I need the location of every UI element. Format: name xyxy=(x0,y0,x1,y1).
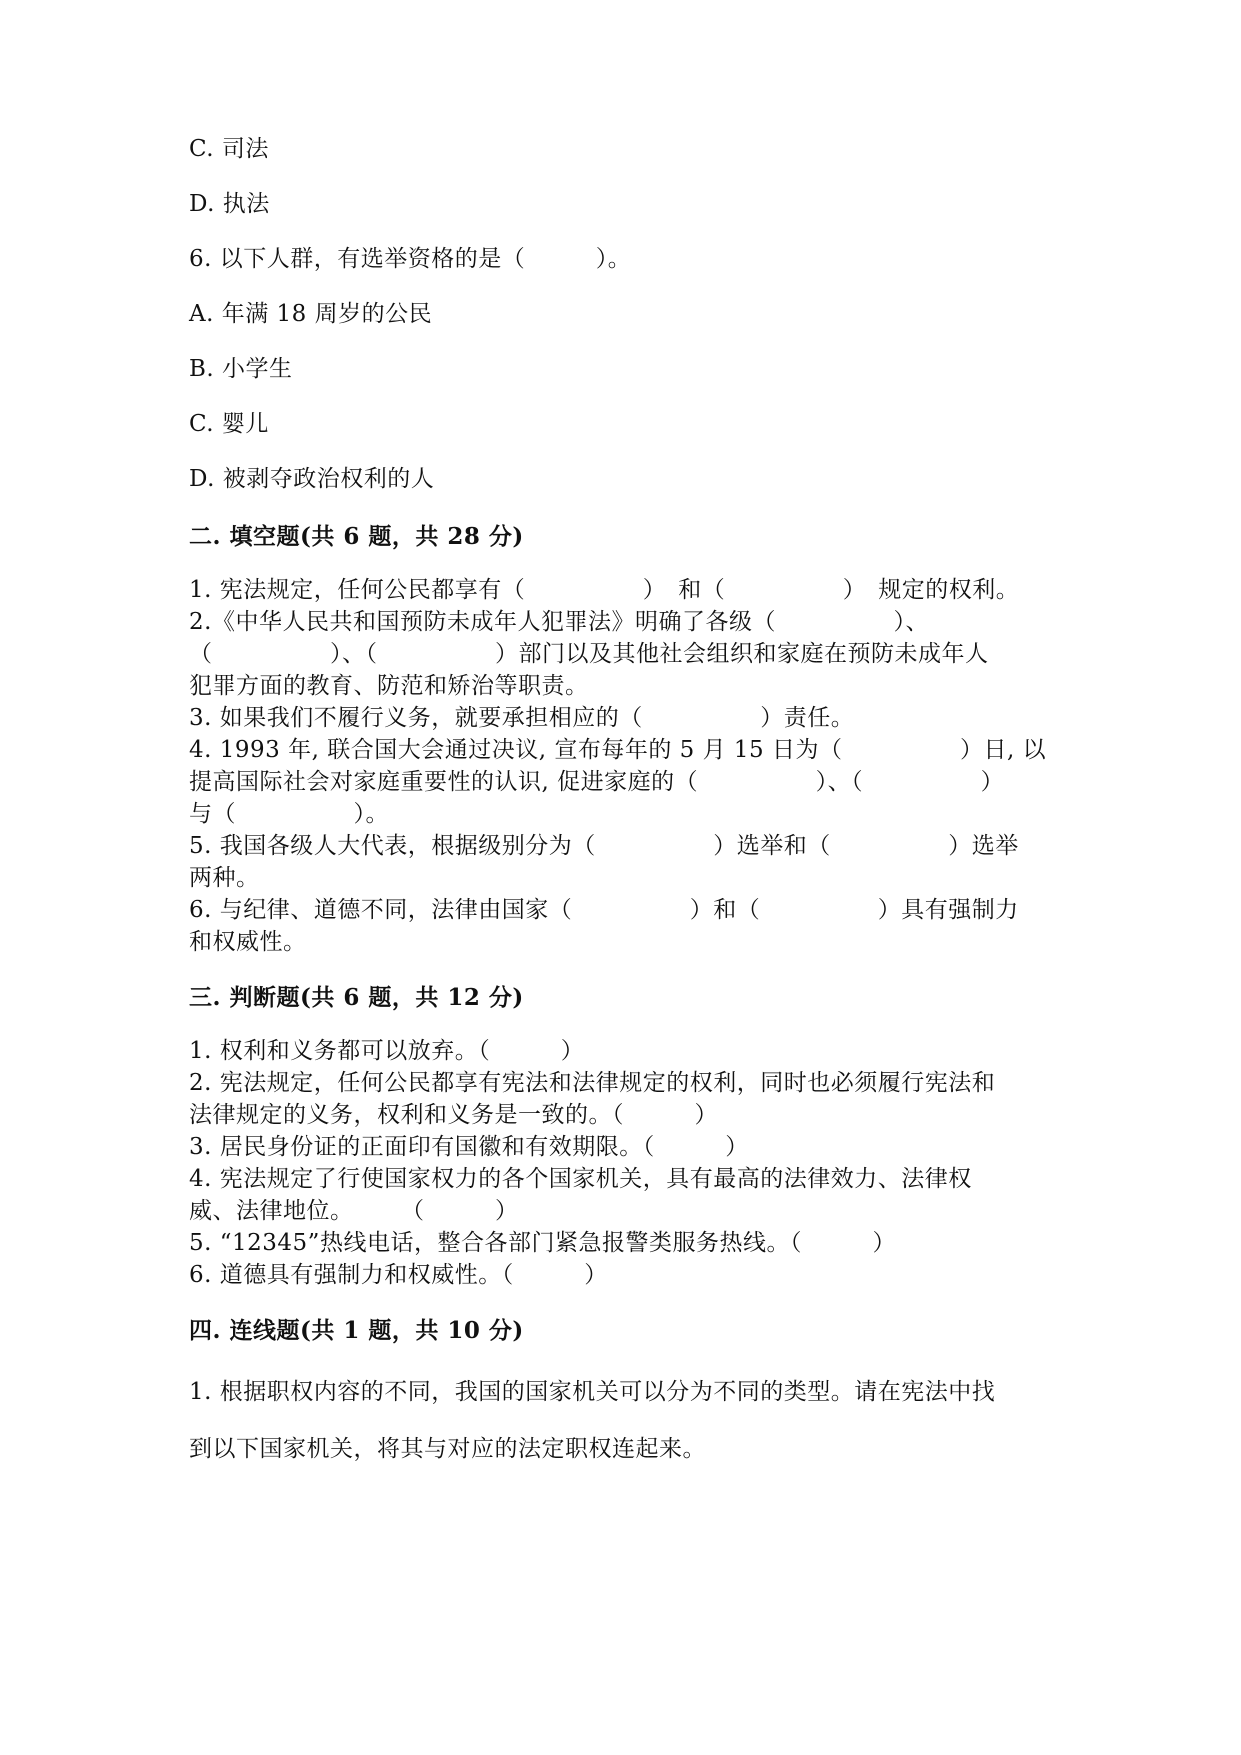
section2-line: 与（ ）。 xyxy=(189,801,389,827)
q6-option-c: C. 婴儿 xyxy=(189,411,269,437)
section3-line: 2. 宪法规定，任何公民都享有宪法和法律规定的权利，同时也必须履行宪法和 xyxy=(189,1070,996,1096)
q6-option-b: B. 小学生 xyxy=(189,356,293,382)
section3-line: 3. 居民身份证的正面印有国徽和有效期限。（ ） xyxy=(189,1134,749,1160)
section3-line: 1. 权利和义务都可以放弃。（ ） xyxy=(189,1038,585,1064)
section2-line: 2.《中华人民共和国预防未成年人犯罪法》明确了各级（ ）、 xyxy=(189,609,929,635)
section2-line: 两种。 xyxy=(189,865,260,891)
section2-line: 和权威性。 xyxy=(189,929,307,955)
q6-option-d: D. 被剥夺政治权利的人 xyxy=(189,466,435,492)
section2-line: 5. 我国各级人大代表，根据级别分为（ ）选举和（ ）选举 xyxy=(189,833,1019,859)
q6-stem: 6. 以下人群，有选举资格的是（ ）。 xyxy=(189,246,632,272)
section2-line: 提高国际社会对家庭重要性的认识, 促进家庭的（ ）、（ ） xyxy=(189,769,1005,795)
section3-line: 威、法律地位。 （ ） xyxy=(189,1198,519,1224)
section2-line: 6. 与纪律、道德不同，法律由国家（ ）和（ ）具有强制力 xyxy=(189,897,1019,923)
section2-line: 3. 如果我们不履行义务，就要承担相应的（ ）责任。 xyxy=(189,705,855,731)
section2-line: （ ）、（ ）部门以及其他社会组织和家庭在预防未成年人 xyxy=(189,641,989,667)
section2-line: 4. 1993 年, 联合国大会通过决议, 宣布每年的 5 月 15 日为（ ）日, 以 xyxy=(189,737,1047,763)
section4-line: 到以下国家机关，将其与对应的法定职权连起来。 xyxy=(189,1436,706,1462)
section3-heading: 三. 判断题(共 6 题，共 12 分) xyxy=(189,984,524,1011)
q5-option-d: D. 执法 xyxy=(189,191,270,217)
section3-line: 4. 宪法规定了行使国家权力的各个国家机关，具有最高的法律效力、法律权 xyxy=(189,1166,972,1192)
section3-line: 6. 道德具有强制力和权威性。（ ） xyxy=(189,1262,608,1288)
section2-line: 1. 宪法规定，任何公民都享有（ ） 和（ ） 规定的权利。 xyxy=(189,577,1020,603)
section4-line: 1. 根据职权内容的不同，我国的国家机关可以分为不同的类型。请在宪法中找 xyxy=(189,1379,996,1405)
q5-option-c: C. 司法 xyxy=(189,136,269,162)
section2-heading: 二. 填空题(共 6 题，共 28 分) xyxy=(189,523,524,550)
section3-line: 法律规定的义务，权利和义务是一致的。（ ） xyxy=(189,1102,718,1128)
section4-heading: 四. 连线题(共 1 题，共 10 分) xyxy=(189,1317,524,1344)
section3-line: 5. “12345”热线电话，整合各部门紧急报警类服务热线。（ ） xyxy=(189,1230,896,1256)
section2-line: 犯罪方面的教育、防范和矫治等职责。 xyxy=(189,673,589,699)
q6-option-a: A. 年满 18 周岁的公民 xyxy=(189,301,433,327)
